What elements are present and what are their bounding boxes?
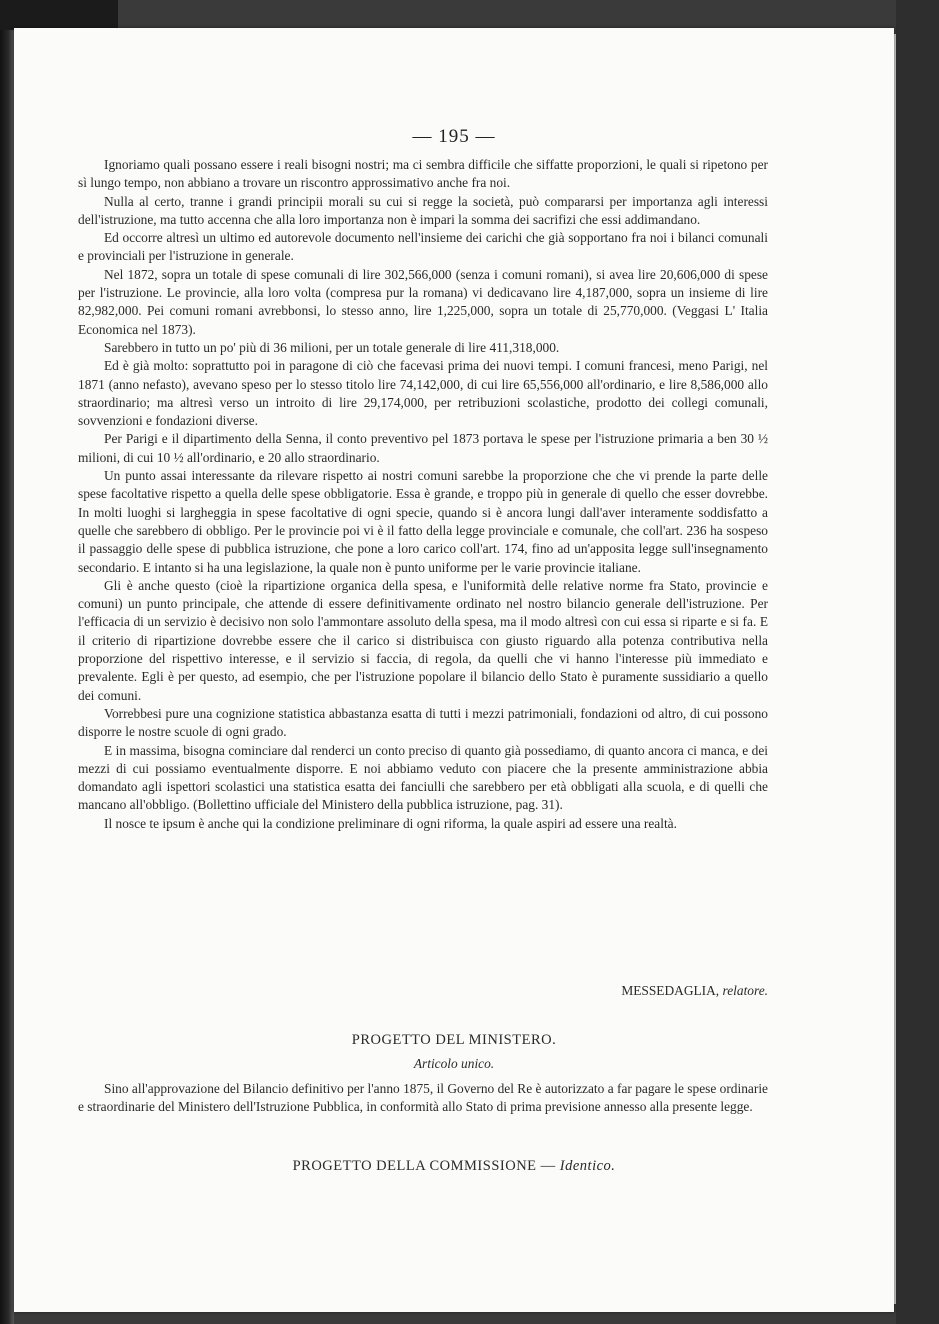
section-ministry-subtitle: Articolo unico.	[413, 1056, 495, 1071]
section-ministry-text	[78, 1080, 768, 1117]
paragraph-2: Nulla al certo, tranne i grandi principii morali su cui si regge la società, può compararsi per importanza agli interessi dell'istruzione, ma tutto accenna che alla loro importanza non è impari la somma dei sacrifizi che essi addimandano.	[78, 193, 768, 227]
scan-top-mark	[0, 0, 118, 30]
signature-role: relatore.	[722, 983, 768, 998]
document-page	[14, 28, 894, 1312]
paragraph-1: Ignoriamo quali possano essere i reali bisogni nostri; ma ci sembra difficile che siffatte proporzioni, le quali si ripetono per sì lungo tempo, non abbiano a trovare un riscontro approssimativo anche fra noi.	[78, 157, 768, 191]
commission-title-italic: Identico.	[559, 1158, 616, 1174]
signature-name: MESSEDAGLIA,	[621, 983, 720, 998]
section-ministry-title: PROGETTO DEL MINISTERO.	[351, 1032, 557, 1048]
section-commission-title	[14, 1158, 894, 1175]
commission-title-text: PROGETTO DELLA COMMISSIONE —	[292, 1158, 556, 1174]
page-number: — 195 —	[412, 126, 496, 147]
paragraph-4: Nel 1872, sopra un totale di spese comunali di lire 302,566,000 (senza i comuni romani), si avea lire 20,606,000 di spese per l'istruzione. Le provincie, alla loro volta (compresa pur la romana) vi dedicavano lire 4,187,000, sopra un insieme di lire 82,982,000. Pei comuni romani avrebbonsi, lo stesso anno, lire 1,225,000, sopra un totale di 25,770,000. (Veggasi L' Italia Economica nel 1873).	[78, 266, 768, 337]
scan-left-edge	[0, 0, 14, 1324]
body-text	[78, 156, 768, 833]
paragraph-5: Sarebbero in tutto un po' più di 36 milioni, per un totale generale di lire 411,318,000.	[104, 339, 560, 355]
paragraph-8: Un punto assai interessante da rilevare rispetto ai nostri comuni sarebbe la proporzione che che vi prende la parte delle spese facoltative rispetto a quella delle spese obbligatorie. Essa è grande, e troppo più in generale di quello che esser dovrebbe. In molti luoghi si largheggia in spese facoltative di ogni specie, quando si è ancora lungi dall'aver interamente soddisfatto a quelle che sarebbero di obbligo. Per le provincie poi vi è il fatto della legge provinciale e comunale, che coll'art. 236 ha sospeso il passaggio delle spese di pubblica istruzione, che pone a loro carico coll'art. 174, fino ad un'apposita legge sull'insegnamento secondario. E intanto si ha una legislazione, la quale non è punto uniforme per le varie provincie italiane.	[78, 468, 768, 575]
paragraph-9: Gli è anche questo (cioè la ripartizione organica della spesa, e l'uniformità delle relative norme fra Stato, provincie e comuni) un punto principale, che attende di essere definitivamente ordinato nel nostro bilancio generale dell'istruzione. Per l'efficacia di un servizio è decisivo non solo l'ammontare assoluto della spesa, ma il modo altresì con cui essa si riparte e si fa. E il criterio di ripartizione dovrebbe essere che il carico si distribuisca con giusto riguardo alla potenza contributiva nella proporzione del rispettivo interesse, e il servizio si faccia, di regola, da quelli che vi hanno l'interesse più immediato e prevalente. Egli è per questo, ad esempio, che per l'istruzione popolare il bilancio dello Stato è puramente sussidiario a quello dei comuni.	[78, 577, 768, 703]
paragraph-10: Vorrebbesi pure una cognizione statistica abbastanza esatta di tutti i mezzi patrimoniali, fondazioni od altro, di cui possono disporre le nostre scuole di ogni grado.	[78, 705, 768, 740]
paragraph-11: E in massima, bisogna cominciare dal renderci un conto preciso di quanto già possediamo, di quanto ancora ci manca, e dei mezzi di cui possiamo eventualmente disporre. E noi abbiamo veduto con piacere che la presente amministrazione abbia domandato agli ispettori scolastici una statistica esatta dei fanciulli che sarebbero per età obbligati alla scuola, e di quelli che mancano all'obbligo. (Bollettino ufficiale del Ministero della pubblica istruzione, pag. 31).	[78, 742, 768, 813]
signature	[78, 983, 768, 999]
paragraph-7: Per Parigi e il dipartimento della Senna, il conto preventivo pel 1873 portava le spese per l'istruzione primaria a ben 30 ½ milioni, di cui 10 ½ all'ordinario, e 20 allo straordinario.	[78, 431, 768, 465]
scan-right-background	[896, 0, 939, 1324]
paragraph-6: Ed è già molto: soprattutto poi in paragone di ciò che facevasi prima dei nuovi tempi. I comuni francesi, meno Parigi, nel 1871 (anno nefasto), avevano speso per lo stesso titolo lire 74,142,000, di cui lire 65,556,000 all'ordinario, e lire 8,586,000 allo straordinario; ma altresì verso un introito di lire 29,174,000, per retribuzioni scolastiche, prodotto dei collegi comunali, sovvenzioni e fondazioni diverse.	[78, 358, 768, 429]
paragraph-3: Ed occorre altresì un ultimo ed autorevole documento nell'insieme dei carichi che già sopportano fra noi i bilanci comunali e provinciali per l'istruzione in generale.	[78, 230, 768, 264]
paragraph-12: Il nosce te ipsum è anche qui la condizione preliminare di ogni riforma, la quale aspiri ad essere una realtà.	[104, 815, 677, 831]
ministry-article-text: Sino all'approvazione del Bilancio definitivo per l'anno 1875, il Governo del Re è autorizzato a far pagare le spese ordinarie e straordinarie del Ministero dell'Istruzione Pubblica, in conformità allo Stato di prima previsione annesso alla presente legge.	[78, 1081, 768, 1115]
